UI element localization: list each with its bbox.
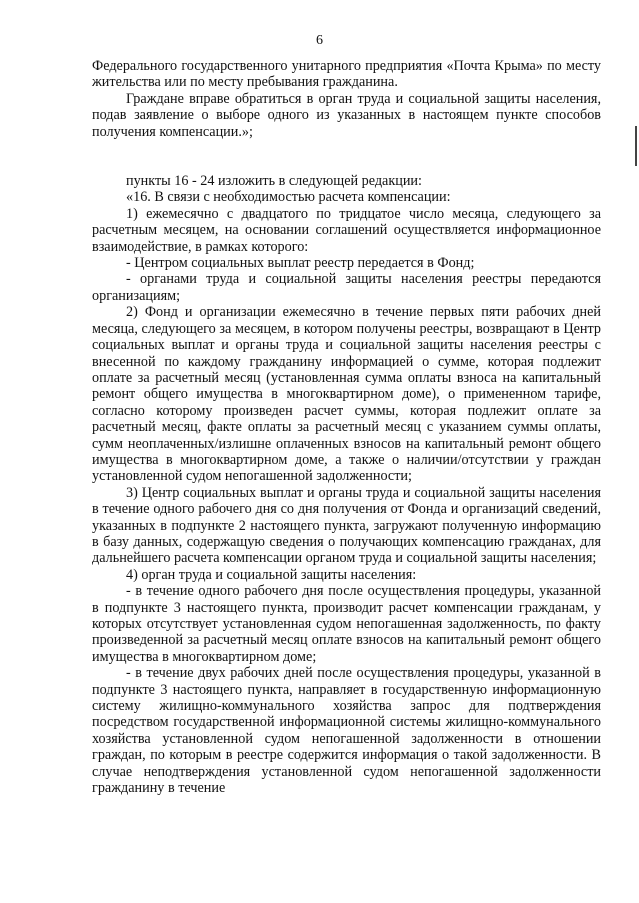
paragraph-gap (92, 140, 601, 173)
paragraph-dash-center: - Центром социальных выплат реестр передается в Фонд; (126, 255, 475, 272)
paragraph-dash-organs: - органами труда и социальной защиты населения реестры передаются организациям; (92, 271, 601, 304)
paragraph-dash-calculation: - в течение одного рабочего дня после осуществления процедуры, указанной в подпункте 3 настоящего пункта, производит расчет компенсации гражданам, у которых отсутствует установленная судом непогашенная задолженность, по факту произведенной за расчетный месяц оплате взносов на капитальный ремонт общего имущества в многоквартирном доме; (92, 583, 601, 665)
page-number: 6 (316, 33, 323, 48)
paragraph-subitem-1: 1) ежемесячно с двадцатого по тридцатое число месяца, следующего за расчетным месяцем, на основании соглашений осуществляется информационное взаимодействие, в рамках которого: (92, 205, 601, 255)
paragraph-continuation: Федерального государственного унитарного предприятия «Почта Крыма» по месту жительства или по месту пребывания гражданина. (92, 58, 601, 91)
paragraph-item-16: «16. В связи с необходимостью расчета компенсации: (126, 189, 451, 206)
scan-edge-mark (635, 126, 637, 166)
document-body (92, 58, 601, 796)
paragraph-amendment-intro: пункты 16 - 24 изложить в следующей редакции: (126, 173, 422, 190)
paragraph-dash-request: - в течение двух рабочих дней после осуществления процедуры, указанной в подпункте 3 настоящего пункта, направляет в государственную информационную систему жилищно-коммунального хозяйства запрос для подтверждения посредством государственной информационной системы жилищно-коммунального хозяйства установленной судом непогашенной задолженности в отношении граждан, по которым в реестре содержится информация о такой задолженности. В случае неподтверждения установленной судом непогашенной задолженности гражданину в течение (92, 665, 601, 797)
paragraph-citizens-right: Граждане вправе обратиться в орган труда и социальной защиты населения, подав заявление о выборе одного из указанных в настоящем пункте способов получения компенсации.»; (92, 90, 601, 140)
paragraph-subitem-3: 3) Центр социальных выплат и органы труда и социальной защиты населения в течение одного рабочего дня со дня получения от Фонда и организаций сведений, указанных в подпункте 2 настоящего пункта, загружают полученную информацию в базу данных, содержащую сведения о получающих компенсацию гражданах, для дальнейшего расчета компенсации органом труда и социальной защиты населения; (92, 484, 601, 567)
paragraph-subitem-4: 4) орган труда и социальной защиты населения: (126, 566, 417, 583)
paragraph-subitem-2: 2) Фонд и организации ежемесячно в течение первых пяти рабочих дней месяца, следующего за месяцем, в котором получены реестры, возвращают в Центр социальных выплат и органы труда и социальной защиты населения реестры с внесенной по каждому гражданину информацией о сумме, которая подлежит оплате за расчетный месяц (установленная сумма оплаты взноса на капитальный ремонт общего имущества в многоквартирном доме), о примененном тарифе, согласно которому произведен расчет суммы, которая подлежит оплате за расчетный месяц, факте оплаты за расчетный месяц с указанием суммы оплаты, сумм неоплаченных/излишне оплаченных взносов на капитальный ремонт общего имущества в многоквартирном доме, а также о наличии/отсутствии у граждан установленной судом непогашенной задолженности; (92, 304, 601, 485)
